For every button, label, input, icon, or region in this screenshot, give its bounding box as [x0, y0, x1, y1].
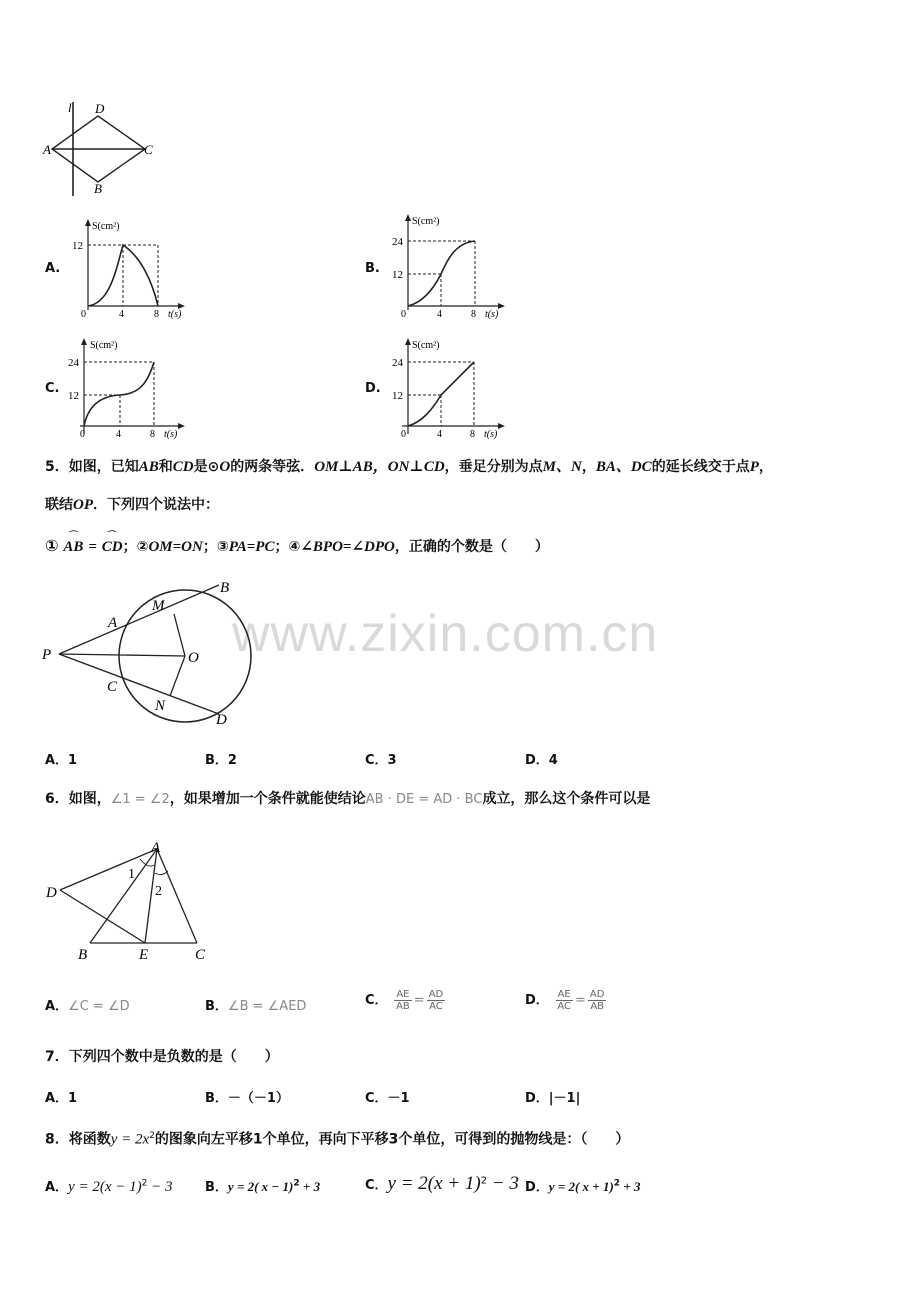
- rhombus-figure: [40, 100, 170, 200]
- q4b-ytick-24: 24: [392, 236, 403, 248]
- q4-option-b-graph: [386, 210, 516, 325]
- q5-stem-line1: 5．如图，已知AB和CD是⊙O的两条等弦．OM⊥AB，ON⊥CD，垂足分别为点M、N，BA、DC的延长线交于点P，: [45, 459, 773, 475]
- q4a-ylabel: S(cm²): [92, 221, 120, 232]
- q5-circle-figure: [38, 575, 278, 735]
- fig6-angle1: 1: [128, 867, 135, 882]
- label-B: B: [94, 181, 102, 196]
- q4b-ytick-12: 12: [392, 269, 403, 281]
- q4-option-c-graph: [66, 334, 196, 442]
- q4a-xtick-4: 4: [119, 309, 124, 320]
- q4a-xtick-8: 8: [154, 309, 159, 320]
- q6-option-d[interactable]: D． $\frac{AE}{AC}$ = $\frac{AD}{AB}$: [525, 989, 605, 1012]
- q4b-xlabel: t(s): [485, 309, 499, 320]
- q4-option-a-letter[interactable]: A.: [45, 261, 61, 276]
- fig5-P: P: [42, 647, 52, 663]
- fig5-O: O: [188, 650, 199, 666]
- q4d-ytick-12: 12: [392, 390, 403, 402]
- q6-triangle-figure: [40, 835, 230, 965]
- fig5-A: A: [108, 615, 118, 631]
- fig6-angle2: 2: [155, 884, 162, 899]
- q4c-xlabel: t(s): [164, 429, 178, 440]
- label-C: C: [144, 142, 153, 157]
- q5-option-d[interactable]: D．4: [525, 753, 558, 768]
- q4c-xtick-4: 4: [116, 429, 121, 440]
- watermark: www.zixin.com.cn: [232, 605, 659, 663]
- q4b-origin: 0: [401, 309, 406, 320]
- q7-stem: 7．下列四个数中是负数的是（ ）: [45, 1049, 279, 1065]
- q7-option-c[interactable]: C．－1: [365, 1091, 410, 1106]
- q4d-xlabel: t(s): [484, 429, 498, 440]
- fig5-B: B: [220, 580, 230, 596]
- q4c-ytick-12: 12: [68, 390, 79, 402]
- label-l: l: [68, 100, 72, 115]
- q4c-xtick-8: 8: [150, 429, 155, 440]
- q4c-ylabel: S(cm²): [90, 340, 118, 351]
- q8-stem: 8．将函数$y = 2x^2$的图象向左平移1个单位，再向下平移3个单位，可得到的抛物线是：（ ）: [45, 1131, 630, 1148]
- q4a-xlabel: t(s): [168, 309, 182, 320]
- q4-option-c-letter[interactable]: C.: [45, 381, 60, 396]
- fig6-B: B: [78, 947, 88, 963]
- fig6-A: A: [151, 840, 161, 856]
- q4c-ytick-24: 24: [68, 357, 79, 369]
- q6-option-c[interactable]: C． $\frac{AE}{AB}$ = $\frac{AD}{AC}$: [365, 989, 444, 1012]
- q4d-xtick-4: 4: [437, 429, 442, 440]
- q4d-ytick-24: 24: [392, 357, 403, 369]
- q4b-xtick-8: 8: [471, 309, 476, 320]
- q4-option-a-graph: [66, 215, 196, 325]
- q5-stem-line2: 联结OP．下列四个说法中：: [45, 497, 219, 513]
- fig5-D: D: [216, 712, 227, 728]
- q8-option-a[interactable]: A．$y = 2(x - 1)^2 - 3$: [45, 1178, 173, 1195]
- fig6-E: E: [139, 947, 149, 963]
- q5-option-c[interactable]: C．3: [365, 753, 397, 768]
- q4d-origin: 0: [401, 429, 406, 440]
- q4b-ylabel: S(cm²): [412, 216, 440, 227]
- q4d-ylabel: S(cm²): [412, 340, 440, 351]
- q4d-xtick-8: 8: [470, 429, 475, 440]
- q8-option-d[interactable]: D．y = 2( x + 1)$^2$ + 3: [525, 1178, 641, 1195]
- q6-option-b[interactable]: B．∠B = ∠AED: [205, 999, 307, 1014]
- q7-option-d[interactable]: D．|－1|: [525, 1091, 581, 1106]
- q7-option-b[interactable]: B．－（－1）: [205, 1091, 289, 1106]
- fig5-N: N: [155, 698, 166, 714]
- label-D: D: [95, 101, 105, 116]
- fig5-C: C: [107, 679, 118, 695]
- q4a-ytick-12: 12: [72, 240, 83, 252]
- q4-option-b-letter[interactable]: B.: [365, 261, 380, 276]
- q5-option-b[interactable]: B．2: [205, 753, 237, 768]
- q6-stem: 6．如图，∠1 = ∠2，如果增加一个条件就能使结论AB · DE = AD · BC成立，那么这个条件可以是: [45, 791, 651, 807]
- q4c-origin: 0: [80, 429, 85, 440]
- q8-option-c[interactable]: C．$y = 2(x + 1)^2 - 3$: [365, 1173, 519, 1194]
- q7-option-a[interactable]: A．1: [45, 1091, 78, 1106]
- fig5-M: M: [152, 598, 165, 614]
- q5-option-a[interactable]: A．1: [45, 753, 78, 768]
- fig6-C: C: [195, 947, 206, 963]
- q4b-xtick-4: 4: [437, 309, 442, 320]
- q6-option-a[interactable]: A．∠C = ∠D: [45, 999, 130, 1014]
- q5-statements: ① ⌒ AB = ⌒ CD；②OM=ON；③PA=PC；④∠BPO=∠DPO，正确的个数是（ ）: [45, 530, 549, 555]
- q4a-origin: 0: [81, 309, 86, 320]
- q4-option-d-letter[interactable]: D.: [365, 381, 381, 396]
- q4-option-d-graph: [386, 334, 516, 442]
- q8-option-b[interactable]: B．y = 2( x − 1)$^2$ + 3: [205, 1178, 321, 1195]
- fig6-D: D: [46, 885, 57, 901]
- label-A: A: [43, 142, 51, 157]
